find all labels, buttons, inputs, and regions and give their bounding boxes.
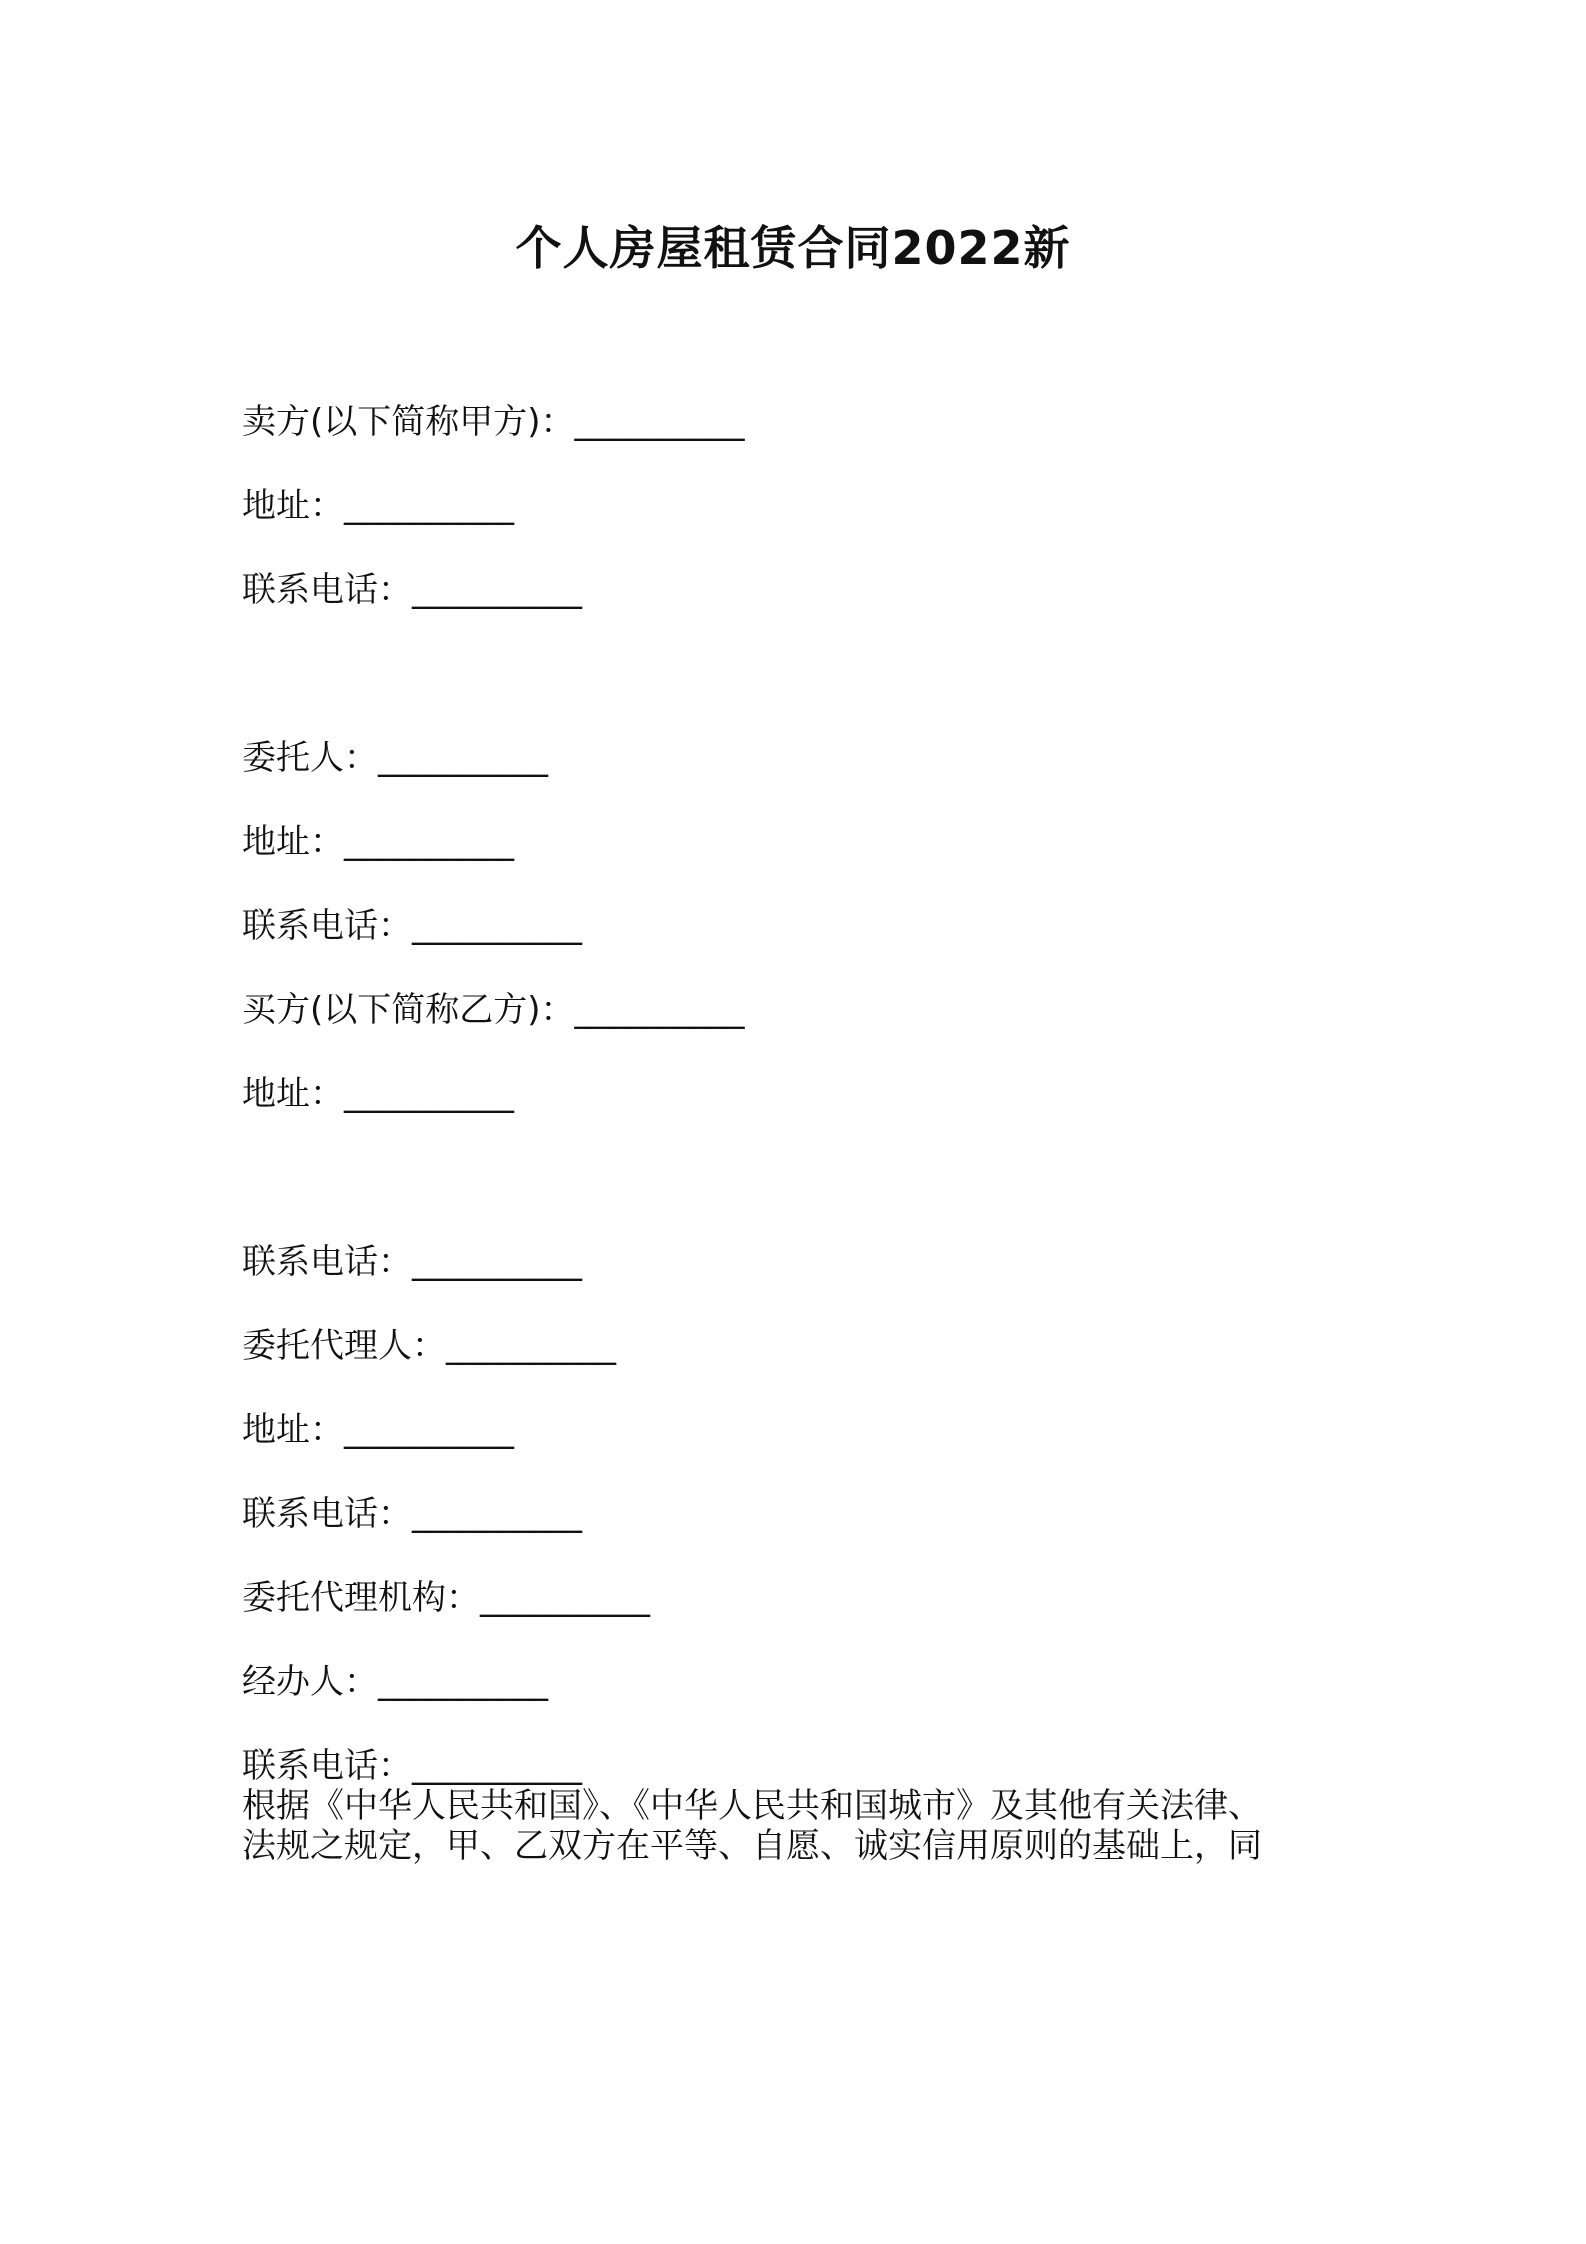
- seller-line: 卖方(以下简称甲方)：__________: [242, 402, 745, 442]
- seller-phone-line: 联系电话：__________: [242, 570, 582, 610]
- entrustor-phone-line: 联系电话：__________: [242, 906, 582, 946]
- agent-line: 委托代理人：__________: [242, 1326, 616, 1366]
- document-title: 个人房屋租赁合同2022新: [515, 221, 1071, 275]
- contract-paragraph-line-1: 根据《中华人民共和国》、《中华人民共和国城市》及其他有关法律、: [242, 1786, 1262, 1826]
- buyer-address-line: 地址：__________: [242, 1074, 514, 1114]
- seller-address-line: 地址：__________: [242, 486, 514, 526]
- entrustor-line: 委托人：__________: [242, 738, 548, 778]
- buyer-line: 买方(以下简称乙方)：__________: [242, 990, 745, 1030]
- agency-line: 委托代理机构：__________: [242, 1578, 650, 1618]
- buyer-phone-line: 联系电话：__________: [242, 1242, 582, 1282]
- contract-paragraph-line-2: 法规之规定，甲、乙双方在平等、自愿、诚实信用原则的基础上，同: [242, 1826, 1262, 1866]
- handler-line: 经办人：__________: [242, 1662, 548, 1702]
- agent-address-line: 地址：__________: [242, 1410, 514, 1450]
- handler-phone-line: 联系电话：__________: [242, 1746, 582, 1786]
- document-body: [242, 402, 1362, 1866]
- entrustor-address-line: 地址：__________: [242, 822, 514, 862]
- agent-phone-line: 联系电话：__________: [242, 1494, 582, 1534]
